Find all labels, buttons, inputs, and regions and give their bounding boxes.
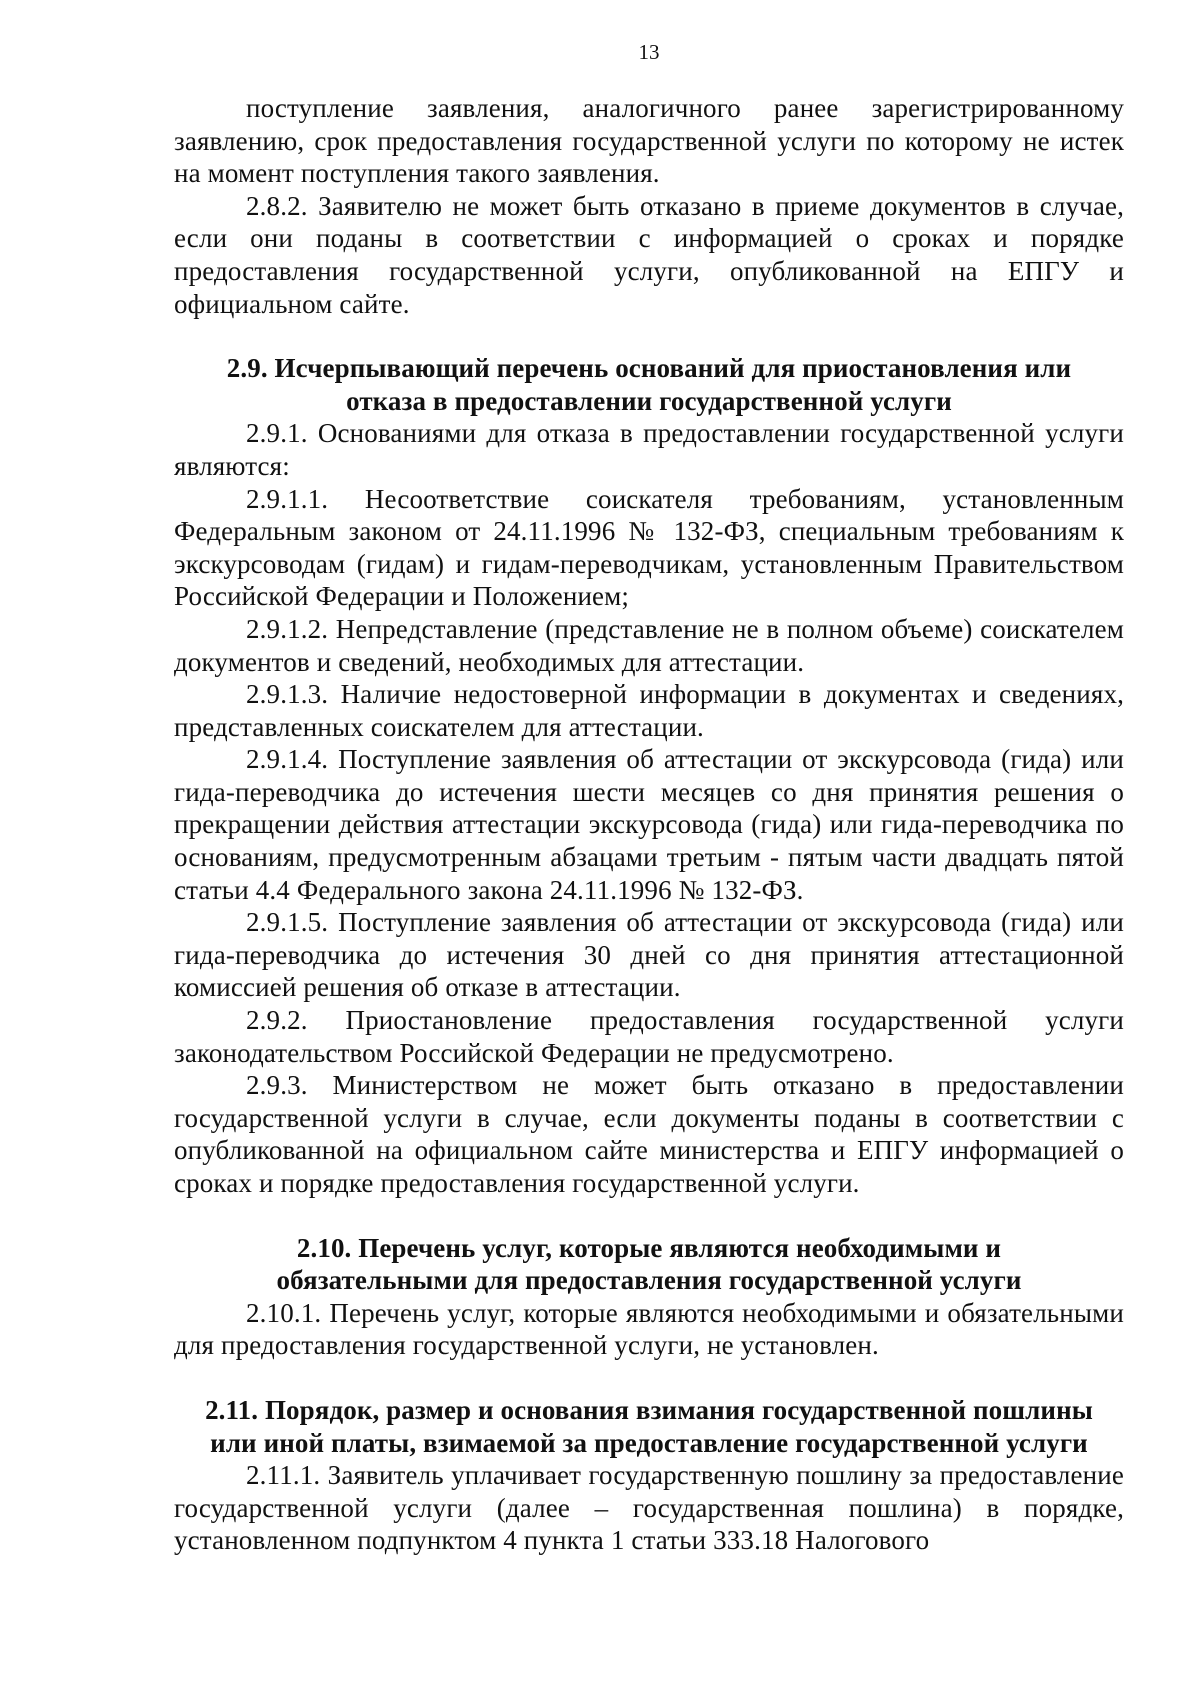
paragraph-2-9-1-5: 2.9.1.5. Поступление заявления об аттестации от экскурсовода (гида) или гида-переводчика до истечения 30 дней со дня принятия аттестационной комиссией решения об отказе в аттестации. — [174, 907, 1124, 1003]
paragraph-2-9-1-1: 2.9.1.1. Несоответствие соискателя требованиям, установленным Федеральным законом от 24.11.1996 № 132-ФЗ, специальным требованиям к экскурсоводам (гидам) и гидам-переводчикам, установленным Правительством Российской Федерации и Положением; — [174, 483, 1124, 612]
paragraph-2-9-1-2: 2.9.1.2. Непредставление (представление не в полном объеме) соискателем документов и сведений, необходимых для аттестации. — [174, 613, 1124, 677]
section-heading-2-10-line1: 2.10. Перечень услуг, которые являются необходимыми и — [296, 1232, 1002, 1263]
paragraph-2-9-2: 2.9.2. Приостановление предоставления государственной услуги законодательством Российской Федерации не предусмотрено. — [174, 1005, 1124, 1068]
section-heading-2-11-line1: 2.11. Порядок, размер и основания взимания государственной пошлины — [205, 1394, 1093, 1425]
paragraph-2-9-1-3: 2.9.1.3. Наличие недостоверной информации в документах и сведениях, представленных соискателем для аттестации. — [174, 679, 1124, 742]
paragraph-2-9-3: 2.9.3. Министерством не может быть отказано в предоставлении государственной услуги в случае, если документы поданы в соответствии с опубликованной на официальном сайте министерства и ЕПГУ информацией о сроках и порядке предоставления государственной услуги. — [174, 1070, 1124, 1198]
page-number: 13 — [638, 40, 660, 64]
document-body — [174, 92, 1124, 1557]
section-heading-2-11-line2: или иной платы, взимаемой за предоставление государственной услуги — [210, 1427, 1088, 1458]
paragraph-2-9-1: 2.9.1. Основаниями для отказа в предоставлении государственной услуги являются: — [174, 418, 1124, 481]
section-spacer — [174, 320, 1124, 352]
paragraph-2-11-1: 2.11.1. Заявитель уплачивает государственную пошлину за предоставление государственной услуги (далее – государственная пошлина) в порядке, установленном подпунктом 4 пункта 1 статьи 333.18 Налогового — [174, 1460, 1124, 1556]
section-heading-2-10-line2: обязательными для предоставления государственной услуги — [276, 1265, 1022, 1296]
section-spacer — [174, 1362, 1124, 1394]
paragraph-2-8-2: 2.8.2. Заявителю не может быть отказано в приеме документов в случае, если они поданы в соответствии с информацией о сроках и порядке предоставления государственной услуги, опубликованной на ЕПГУ и официальном сайте. — [174, 190, 1124, 319]
paragraph-2-9-1-4: 2.9.1.4. Поступление заявления об аттестации от экскурсовода (гида) или гида-переводчика до истечения шести месяцев со дня принятия решения о прекращении действия аттестации экскурсовода (гида) или гида-переводчика по основаниям, предусмотренным абзацами третьим - пятым части двадцать пятой статьи 4.4 Федерального закона 24.11.1996 № 132-ФЗ. — [174, 744, 1124, 905]
section-heading-2-9: 2.9. Исчерпывающий перечень оснований для приостановления или отказа в предоставлении государственной услуги — [226, 353, 1072, 416]
paragraph-2-10-1: 2.10.1. Перечень услуг, которые являются необходимыми и обязательными для предоставления государственной услуги, не установлен. — [174, 1297, 1124, 1361]
section-spacer — [174, 1200, 1124, 1232]
paragraph-intro: поступление заявления, аналогичного ранее зарегистрированному заявлению, срок предоставления государственной услуги по которому не истек на момент поступления такого заявления. — [174, 93, 1124, 189]
